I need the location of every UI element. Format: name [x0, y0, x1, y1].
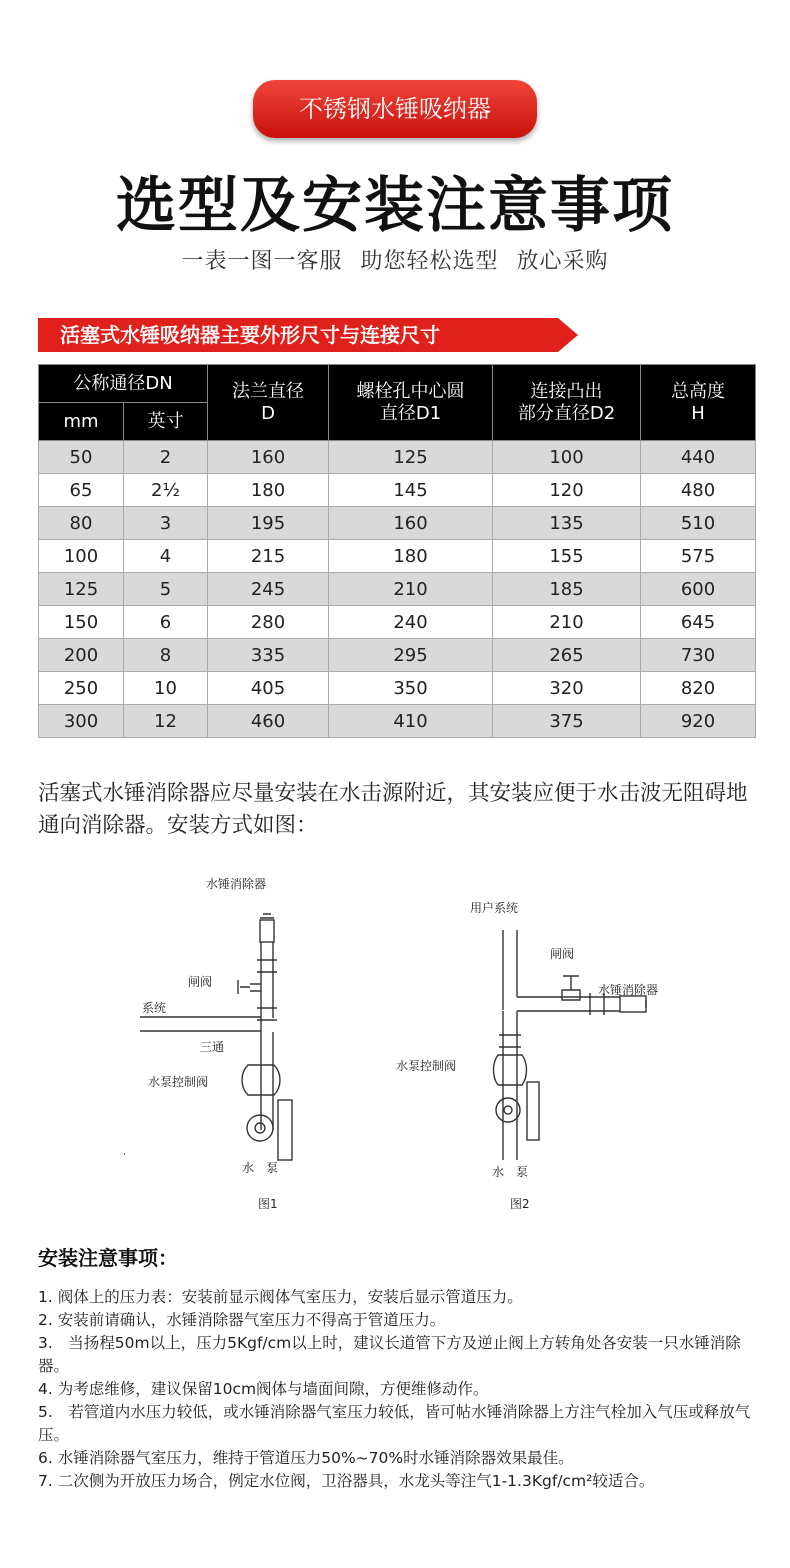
fig2-caption: 图2 [510, 1197, 530, 1211]
header-height-line1: 总高度 [671, 380, 726, 402]
cell-d2: 120 [493, 474, 641, 507]
cell-mm: 125 [39, 573, 124, 606]
header-height-line2: H [691, 402, 705, 424]
cell-d2: 210 [493, 606, 641, 639]
cell-mm: 150 [39, 606, 124, 639]
cell-inch: 8 [124, 639, 208, 672]
section-banner [38, 318, 578, 352]
cell-mm: 250 [39, 672, 124, 705]
fig1-gate-valve [238, 980, 261, 994]
cell-d2: 100 [493, 441, 641, 474]
product-badge: 不锈钢水锤吸纳器 [253, 80, 537, 138]
cell-d1: 145 [329, 474, 493, 507]
cell-mm: 300 [39, 705, 124, 738]
header-boss [493, 365, 641, 441]
fig1-label-pump-valve: 水泵控制阀 [148, 1075, 209, 1089]
install-description: 活塞式水锤消除器应尽量安装在水击源附近，其安装应便于水击波无阻碍地通向消除器。安装方式如图： [38, 781, 748, 838]
installation-diagram [120, 860, 720, 1220]
cell-mm: 50 [39, 441, 124, 474]
table-row [39, 672, 756, 705]
fig2-motor [527, 1082, 539, 1140]
list-item: 3. 当扬程50m以上，压力5Kgf/cm以上时，建议长道管下方及逆止阀上方转角处各安装一只水锤消除器。 [38, 1334, 741, 1375]
list-item: 2. 安装前请确认，水锤消除器气室压力不得高于管道压力。 [38, 1311, 446, 1329]
fig2-user-pipe [503, 930, 517, 1010]
cell-mm: 65 [39, 474, 124, 507]
notes-title: 安装注意事项： [38, 1246, 178, 1270]
cell-h: 440 [641, 441, 756, 474]
cell-d2: 320 [493, 672, 641, 705]
cell-d1: 295 [329, 639, 493, 672]
cell-h: 645 [641, 606, 756, 639]
table-row [39, 606, 756, 639]
table-row [39, 573, 756, 606]
cell-d1: 210 [329, 573, 493, 606]
header-bolt-line1: 螺栓孔中心圆 [356, 380, 465, 402]
list-item: 4. 为考虑维修，建议保留10cm阀体与墙面间隙，方便维修动作。 [38, 1380, 489, 1398]
cell-d1: 350 [329, 672, 493, 705]
fig1-riser [261, 942, 273, 1130]
fig2-label-user-system: 用户系统 [470, 901, 519, 915]
header-flange-line2: D [261, 402, 275, 424]
cell-inch: 5 [124, 573, 208, 606]
cell-inch: 3 [124, 507, 208, 540]
cell-inch: 2½ [124, 474, 208, 507]
table-row [39, 540, 756, 573]
cell-d: 245 [208, 573, 329, 606]
header-inch: 英寸 [124, 403, 208, 441]
cell-h: 600 [641, 573, 756, 606]
cell-d: 335 [208, 639, 329, 672]
fig2-label-gate-valve: 闸阀 [550, 947, 575, 961]
table-row [39, 507, 756, 540]
page-subtitle: 一表一图一客服 助您轻松选型 放心采购 [181, 249, 609, 274]
installation-diagram-svg [120, 860, 720, 1220]
fig1-pump-body [247, 1115, 273, 1141]
cell-d: 195 [208, 507, 329, 540]
fig1-label-arrester: 水锤消除器 [206, 877, 267, 891]
notes-list [38, 1286, 763, 1493]
fig2-label-arrester: 水锤消除器 [598, 983, 659, 997]
fig2-control-valve [494, 1055, 527, 1085]
table-row [39, 639, 756, 672]
header-boss-line2: 部分直径D2 [517, 402, 616, 424]
table-row [39, 474, 756, 507]
cell-inch: 6 [124, 606, 208, 639]
cell-d: 160 [208, 441, 329, 474]
cell-d2: 375 [493, 705, 641, 738]
table-row [39, 705, 756, 738]
page-title: 选型及安装注意事项 [116, 171, 674, 241]
header-bolt-line2: 直径D1 [379, 402, 442, 424]
fig1-label-system: 系统 [142, 1001, 167, 1015]
cell-d: 405 [208, 672, 329, 705]
list-item: 7. 二次侧为开放压力场合，例定水位阀，卫浴器具，水龙头等注气1-1.3Kgf/cm²较适合。 [38, 1472, 655, 1490]
fig1-label-tee: 三通 [200, 1040, 225, 1054]
header-height [641, 365, 756, 441]
cell-d1: 180 [329, 540, 493, 573]
header-bolt-circle [329, 365, 493, 441]
cell-inch: 4 [124, 540, 208, 573]
figure-2 [396, 900, 658, 1211]
list-item: 1. 阀体上的压力表：安装前显示阀体气室压力，安装后显示管道压力。 [38, 1288, 523, 1306]
table-row [39, 441, 756, 474]
section-title: 活塞式水锤吸纳器主要外形尺寸与连接尺寸 [60, 323, 440, 347]
cell-d2: 155 [493, 540, 641, 573]
cell-inch: 2 [124, 441, 208, 474]
fig2-label-pump: 水 泵 [492, 1165, 529, 1179]
cell-h: 480 [641, 474, 756, 507]
header-dn: 公称通径DN [39, 365, 208, 403]
cell-d: 180 [208, 474, 329, 507]
cell-inch: 10 [124, 672, 208, 705]
cell-mm: 80 [39, 507, 124, 540]
cell-h: 920 [641, 705, 756, 738]
cell-d: 280 [208, 606, 329, 639]
cell-d2: 135 [493, 507, 641, 540]
cell-d1: 240 [329, 606, 493, 639]
cell-h: 575 [641, 540, 756, 573]
cell-d: 215 [208, 540, 329, 573]
fig1-arrester-cap [260, 914, 274, 918]
fig2-pump-hub [504, 1106, 512, 1114]
header-mm: mm [39, 403, 124, 441]
cell-h: 730 [641, 639, 756, 672]
list-item: 5. 若管道内水压力较低，或水锤消除器气室压力较低，皆可帖水锤消除器上方注气栓加入气压或释放气压。 [38, 1403, 751, 1444]
fig1-arrester-shape [260, 920, 274, 942]
fig1-pump-hub [255, 1123, 265, 1133]
header-flange [208, 365, 329, 441]
cell-d1: 160 [329, 507, 493, 540]
fig1-flanges [257, 960, 277, 1020]
fig1-system-pipe [140, 1017, 261, 1031]
cell-inch: 12 [124, 705, 208, 738]
cell-d2: 185 [493, 573, 641, 606]
fig1-label-pump: 水 泵 [242, 1161, 279, 1175]
fig2-arrester-shape [620, 996, 646, 1012]
header-boss-line1: 连接凸出 [530, 380, 603, 402]
cell-d1: 410 [329, 705, 493, 738]
cell-h: 820 [641, 672, 756, 705]
fig2-flanges [499, 993, 604, 1047]
cell-d1: 125 [329, 441, 493, 474]
cell-mm: 100 [39, 540, 124, 573]
cell-h: 510 [641, 507, 756, 540]
header-flange-line1: 法兰直径 [232, 380, 305, 402]
fig2-label-pump-valve: 水泵控制阀 [396, 1059, 457, 1073]
fig1-motor [278, 1100, 292, 1160]
cell-mm: 200 [39, 639, 124, 672]
figure-1 [124, 876, 292, 1211]
fig1-label-gate-valve: 闸阀 [188, 975, 213, 989]
cell-d2: 265 [493, 639, 641, 672]
cell-d: 460 [208, 705, 329, 738]
fig1-caption: 图1 [258, 1197, 278, 1211]
fig2-main-pipe [503, 997, 620, 1160]
spec-table [38, 364, 756, 738]
list-item: 6. 水锤消除器气室压力，维持于管道压力50%~70%时水锤消除器效果最佳。 [38, 1449, 574, 1467]
